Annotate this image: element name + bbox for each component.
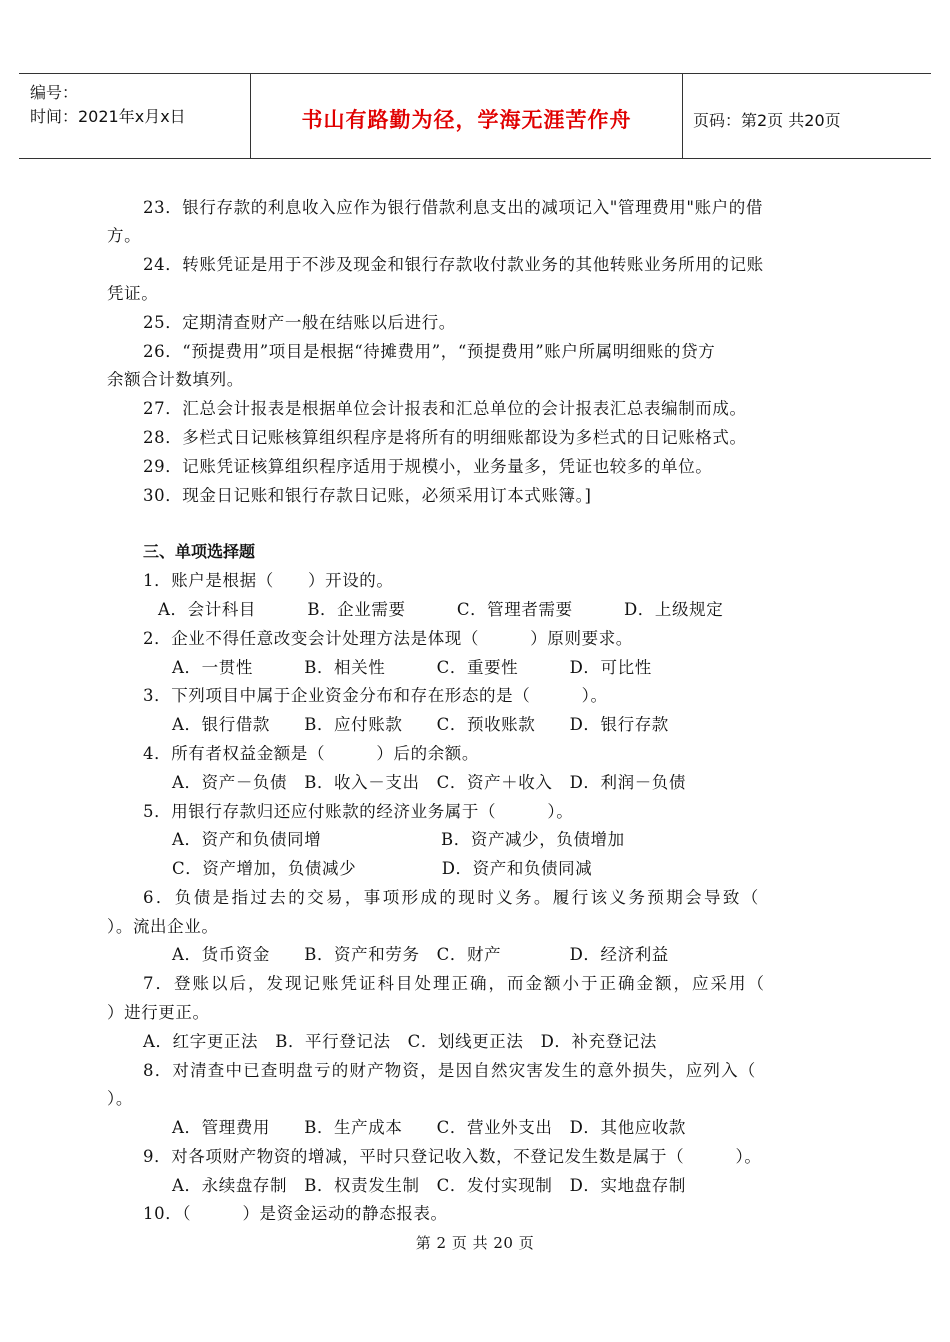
header-meta-cell xyxy=(19,74,251,158)
judgement-item-24: 24．转账凭证是用于不涉及现金和银行存款收付款业务的其他转账业务所用的记账 xyxy=(143,255,764,274)
judgement-item-30: 30．现金日记账和银行存款日记账，必须采用订本式账簿。] xyxy=(143,486,592,505)
question-3: 3．下列项目中属于企业资金分布和存在形态的是（ ）。 xyxy=(143,686,608,705)
question-6: 6．负债是指过去的交易，事项形成的现时义务。履行该义务预期会导致（ xyxy=(143,888,761,907)
page-footer: 第 2 页 共 20 页 xyxy=(415,1234,535,1252)
question-8-options: A．管理费用 B．生产成本 C．营业外支出 D．其他应收款 xyxy=(172,1118,686,1137)
question-5: 5．用银行存款归还应付账款的经济业务属于（ ）。 xyxy=(143,802,574,821)
question-1-options: A．会计科目 B．企业需要 C．管理者需要 D．上级规定 xyxy=(158,600,724,619)
judgement-item-23-cont: 方。 xyxy=(107,226,142,245)
question-9-options: A．永续盘存制 B．权责发生制 C．发付实现制 D．实地盘存制 xyxy=(172,1176,686,1195)
header-motto-cell xyxy=(251,74,683,158)
judgement-item-23: 23．银行存款的利息收入应作为银行借款利息支出的减项记入"管理费用"账户的借 xyxy=(143,198,763,217)
judgement-item-26: 26．“预提费用”项目是根据“待摊费用”，“预提费用”账户所属明细账的贷方 xyxy=(143,342,716,361)
question-1: 1．账户是根据（ ）开设的。 xyxy=(143,571,394,590)
motto: 书山有路勤为径，学海无涯苦作舟 xyxy=(301,108,632,132)
judgement-item-24-cont: 凭证。 xyxy=(107,284,159,303)
section-title: 三、单项选择题 xyxy=(143,542,256,561)
question-5-options-ab: A．资产和负债同增 B．资产减少，负债增加 xyxy=(172,830,625,849)
question-6-cont: ）。流出企业。 xyxy=(107,917,219,936)
judgement-item-26-cont: 余额合计数填列。 xyxy=(107,370,244,389)
question-3-options: A．银行借款 B．应付账款 C．预收账款 D．银行存款 xyxy=(172,715,669,734)
question-7-options: A．红字更正法 B．平行登记法 C．划线更正法 D．补充登记法 xyxy=(143,1032,657,1051)
judgement-item-27: 27．汇总会计报表是根据单位会计报表和汇总单位的会计报表汇总表编制而成。 xyxy=(143,399,747,418)
page-header xyxy=(19,73,931,159)
judgement-item-25: 25．定期清查财产一般在结账以后进行。 xyxy=(143,313,456,332)
time-label: 时间：2021年x月x日 xyxy=(30,107,186,126)
question-9: 9．对各项财产物资的增减，平时只登记收入数，不登记发生数是属于（ ）。 xyxy=(143,1147,762,1166)
judgement-item-28: 28．多栏式日记账核算组织程序是将所有的明细账都设为多栏式的日记账格式。 xyxy=(143,428,747,447)
question-7: 7．登账以后，发现记账凭证科目处理正确，而金额小于正确金额，应采用（ xyxy=(143,974,766,993)
question-2-options: A．一贯性 B．相关性 C．重要性 D．可比性 xyxy=(172,658,652,677)
question-4: 4．所有者权益金额是（ ）后的余额。 xyxy=(143,744,479,763)
question-4-options: A．资产－负债 B．收入－支出 C．资产＋收入 D．利润－负债 xyxy=(172,773,686,792)
question-6-options: A．货币资金 B．资产和劳务 C．财产 D．经济利益 xyxy=(172,945,669,964)
question-5-options-cd: C．资产增加，负债减少 D．资产和负债同减 xyxy=(172,859,593,878)
page-code: 页码：第2页 共20页 xyxy=(693,111,841,130)
question-8: 8．对清查中已查明盘亏的财产物资，是因自然灾害发生的意外损失，应列入（ xyxy=(143,1061,757,1080)
judgement-item-29: 29．记账凭证核算组织程序适用于规模小，业务量多，凭证也较多的单位。 xyxy=(143,457,713,476)
question-10: 10．（ ）是资金运动的静态报表。 xyxy=(143,1204,448,1223)
question-7-cont: ）进行更正。 xyxy=(107,1003,210,1022)
number-label: 编号： xyxy=(30,83,79,102)
question-2: 2．企业不得任意改变会计处理方法是体现（ ）原则要求。 xyxy=(143,629,633,648)
header-page-cell xyxy=(683,74,931,158)
question-8-cont: ）。 xyxy=(107,1089,133,1108)
